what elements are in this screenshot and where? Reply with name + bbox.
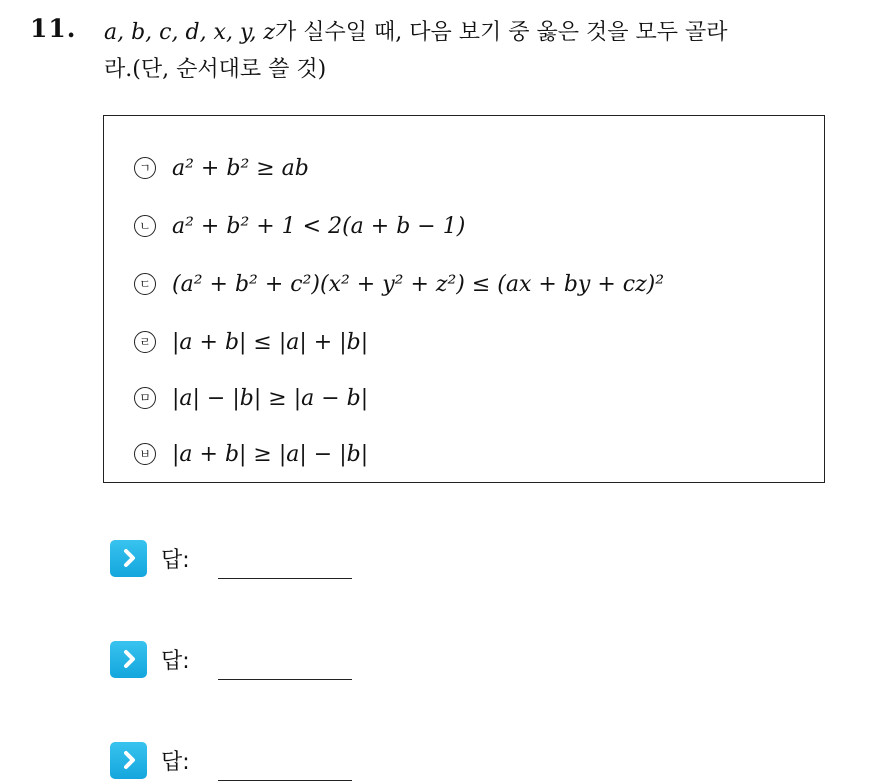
option-formula: (a² + b² + c²)(x² + y² + z²) ≤ (ax + by + cz)² (172, 271, 665, 297)
answer-blank[interactable] (218, 556, 352, 579)
option-item (134, 434, 368, 474)
option-marker-circle: ㅂ (134, 443, 156, 465)
option-formula: a² + b² + 1 < 2(a + b − 1) (172, 213, 466, 239)
stem-line-1 (104, 14, 864, 51)
question-stem (104, 14, 864, 88)
answer-blank[interactable] (218, 657, 352, 680)
chevron-right-icon (110, 641, 147, 678)
option-formula: |a + b| ≤ |a| + |b| (172, 329, 369, 355)
option-formula: |a| − |b| ≥ |a − b| (172, 385, 369, 411)
option-formula: a² + b² ≥ ab (172, 155, 309, 181)
stem-line-1-text: 가 실수일 때, 다음 보기 중 옳은 것을 모두 골라 (275, 20, 728, 45)
answer-label: 답: (161, 547, 190, 573)
option-marker-circle: ㄷ (134, 273, 156, 295)
option-formula: |a + b| ≥ |a| − |b| (172, 441, 369, 467)
chevron-right-icon (110, 540, 147, 577)
option-marker-circle: ㄹ (134, 331, 156, 353)
stem-variables: a, b, c, d, x, y, z (104, 20, 276, 45)
answer-label: 답: (161, 749, 190, 775)
option-item (134, 206, 465, 246)
option-item (134, 322, 368, 362)
answer-row (110, 740, 352, 780)
answer-row (110, 639, 352, 679)
stem-line-2: 라.(단, 순서대로 쓸 것) (104, 57, 327, 82)
answer-blank[interactable] (218, 758, 352, 781)
option-marker-circle: ㄱ (134, 157, 156, 179)
option-item (134, 148, 309, 188)
answer-label: 답: (161, 648, 190, 674)
option-marker-circle: ㄴ (134, 215, 156, 237)
answer-row (110, 538, 352, 578)
option-item (134, 378, 368, 418)
question-number: 11. (30, 14, 77, 43)
chevron-right-icon (110, 742, 147, 779)
option-item (134, 264, 664, 304)
option-marker-circle: ㅁ (134, 387, 156, 409)
options-box (103, 115, 825, 483)
